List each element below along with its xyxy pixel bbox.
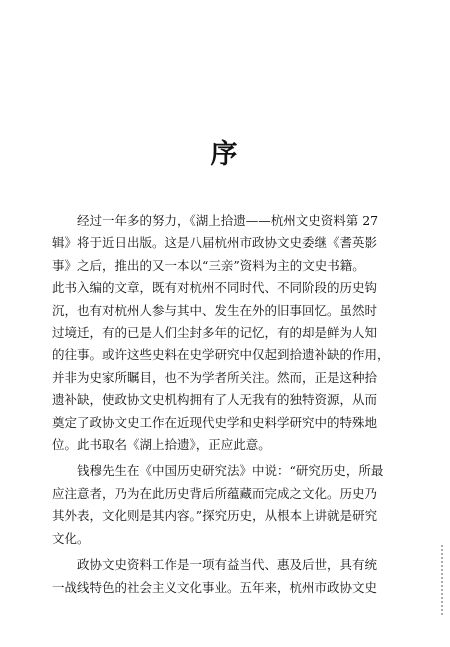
text-line: 经过一年多的努力，《湖上拾遗——杭州文史资料第 27 <box>77 213 379 228</box>
page-edge-mark <box>441 545 446 615</box>
text-line: 钱穆先生在《中国历史研究法》中说：“研究历史，所最 <box>77 463 384 479</box>
preface-body <box>52 210 402 599</box>
text-line: 文化。 <box>52 530 90 546</box>
page-title: 序 <box>210 139 240 170</box>
text-line: 遗补缺，使政协文史机构拥有了人无我有的独特资源，从而 <box>52 392 378 408</box>
text-line: 沉，也有对杭州人参与其中、发生在外的旧事回忆。虽然时 <box>52 302 378 318</box>
text-line: 其外表，文化则是其内容。”探究历史，从根本上讲就是研究 <box>52 508 378 524</box>
paragraph-2 <box>52 460 402 550</box>
text-line: 位。此书取名《湖上拾遗》，正应此意。 <box>52 437 271 453</box>
text-line: 事》之后，推出的又一本以“三亲”资料为主的文史书籍。 <box>52 257 365 273</box>
paragraph-1 <box>52 210 402 456</box>
text-line: 奠定了政协文史工作在近现代史学和史料学研究中的特殊地 <box>52 414 378 430</box>
paragraph-3 <box>52 554 402 599</box>
text-line: 辑》将于近日出版。这是八届杭州市政协文史委继《耆英影 <box>52 235 378 251</box>
text-line: 一战线特色的社会主义文化事业。五年来，杭州市政协文史 <box>52 579 378 595</box>
text-line: 过境迁，有的已是人们尘封多年的记忆，有的却是鲜为人知 <box>52 325 378 341</box>
text-line: 政协文史资料工作是一项有益当代、惠及后世，具有统 <box>77 557 378 573</box>
text-line: 并非为史家所瞩目，也不为学者所关注。然而，正是这种拾 <box>52 369 378 385</box>
text-line: 应注意者，乃为在此历史背后所蕴藏而完成之文化。历史乃 <box>52 485 378 501</box>
text-line: 的往事。或许这些史料在史学研究中仅起到拾遗补缺的作用， <box>52 347 390 363</box>
text-line: 此书入编的文章，既有对杭州不同时代、不同阶段的历史钩 <box>52 280 378 296</box>
